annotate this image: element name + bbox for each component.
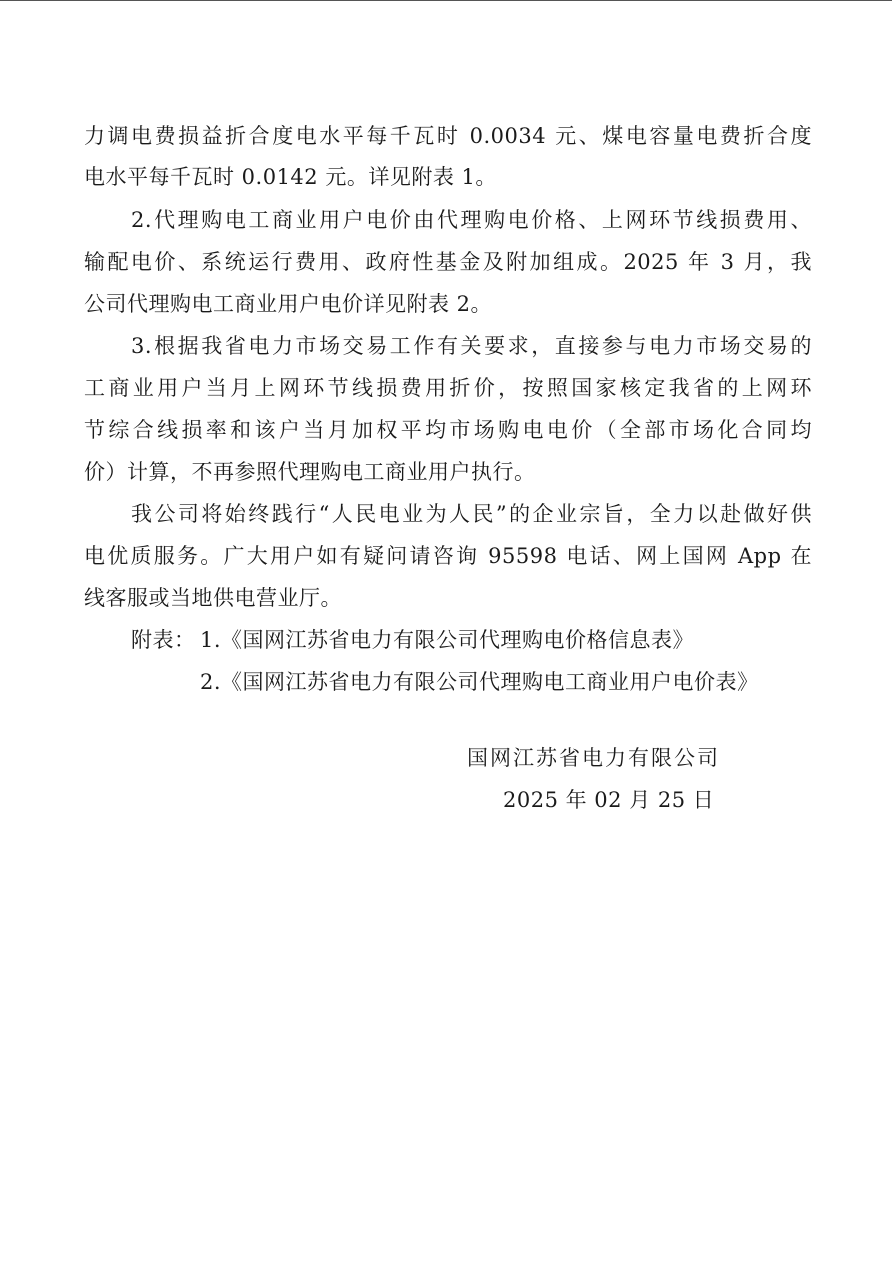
paragraph-1-line-1: 力调电费损益折合度电水平每千瓦时 0.0034 元、煤电容量电费折合度 xyxy=(84,124,812,148)
paragraph-3-line-4: 价）计算，不再参照代理购电工商业用户执行。 xyxy=(84,460,536,484)
paragraph-3-line-1: 3.根据我省电力市场交易工作有关要求，直接参与电力市场交易的 xyxy=(131,334,812,358)
paragraph-3-line-2: 工商业用户当月上网环节线损费用折价，按照国家核定我省的上网环 xyxy=(84,376,812,400)
paragraph-3-line-3: 节综合线损率和该户当月加权平均市场购电电价（全部市场化合同均 xyxy=(84,418,812,442)
signature-company: 国网江苏省电力有限公司 xyxy=(467,746,720,770)
paragraph-4-line-2: 电优质服务。广大用户如有疑问请咨询 95598 电话、网上国网 App 在 xyxy=(84,544,812,568)
paragraph-2-line-2: 输配电价、系统运行费用、政府性基金及附加组成。2025 年 3 月，我 xyxy=(84,250,812,274)
paragraph-4-line-3: 线客服或当地供电营业厅。 xyxy=(84,586,342,610)
attachment-item-1: 1.《国网江苏省电力有限公司代理购电价格信息表》 xyxy=(200,628,695,652)
paragraph-1-line-2: 电水平每千瓦时 0.0142 元。详见附表 1。 xyxy=(84,165,497,189)
attachments-label: 附表： xyxy=(131,628,196,652)
attachment-item-2: 2.《国网江苏省电力有限公司代理购电工商业用户电价表》 xyxy=(200,670,759,694)
signature-date: 2025 年 02 月 25 日 xyxy=(503,788,715,812)
paragraph-2-line-1: 2.代理购电工商业用户电价由代理购电价格、上网环节线损费用、 xyxy=(131,208,812,232)
paragraph-2-line-3: 公司代理购电工商业用户电价详见附表 2。 xyxy=(84,292,493,316)
paragraph-4-line-1: 我公司将始终践行“人民电业为人民”的企业宗旨，全力以赴做好供 xyxy=(131,502,812,526)
